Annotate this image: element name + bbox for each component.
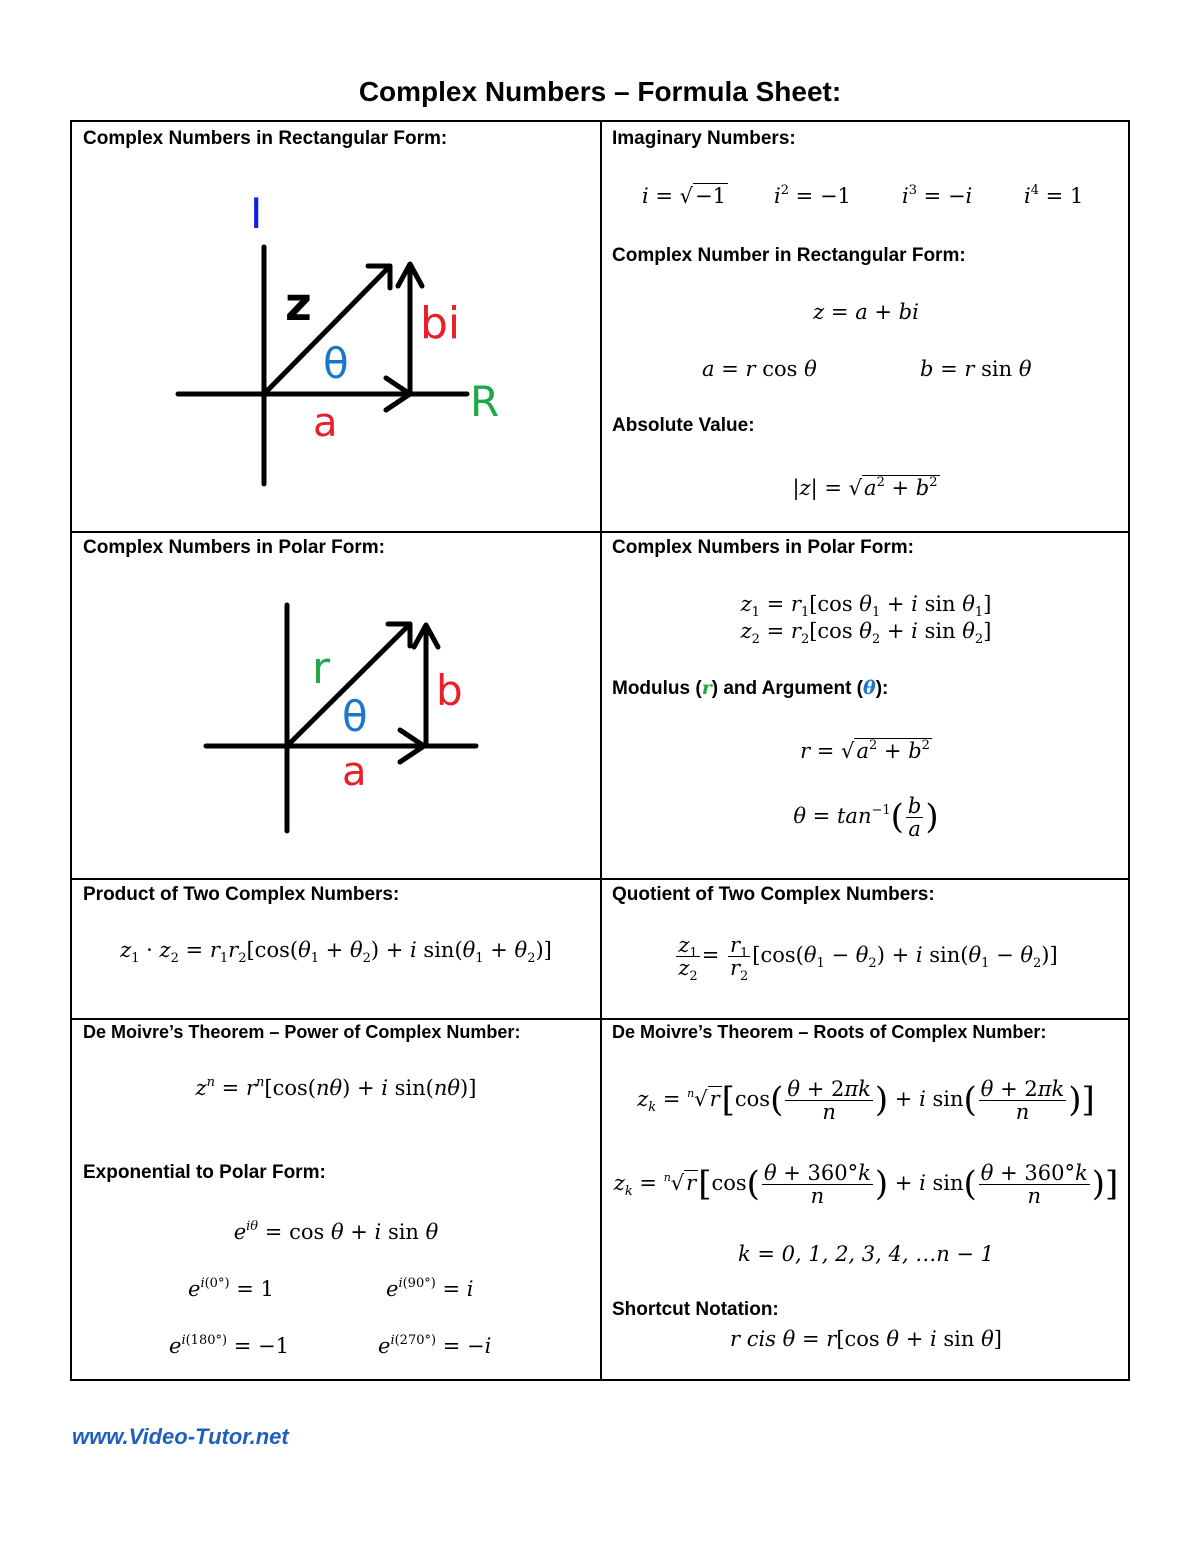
formula-a-rcos: a = r cos θ	[702, 357, 817, 381]
sub-heading: Exponential to Polar Form:	[83, 1162, 326, 1183]
formula-exp-90: $e^{i(90^\circ)} = i$	[386, 1276, 474, 1301]
formula-z1-polar: $z_1 = r_1[\cos$ $\theta_1 + i$ $\sin \theta_1$]	[740, 592, 992, 620]
formula-k-values: k = 0, 1, 2, 3, 4, …n − 1	[737, 1242, 995, 1266]
formula-power: $z^n = r^n[\cos(n\theta) + i$ sin(nθ)]	[195, 1075, 477, 1100]
formula-euler: $e^{i\theta} = \cos \theta + i$ sin θ	[233, 1219, 439, 1244]
formula-i-sqrt: i = √−1	[642, 184, 727, 208]
imag-axis-label: I	[250, 189, 263, 238]
formula-i-squared: $i^2 = -1$	[774, 183, 851, 208]
sub-heading: Complex Number in Rectangular Form:	[612, 245, 966, 266]
theta-label: θ	[342, 692, 368, 741]
sub-heading	[612, 677, 888, 700]
formula-absolute-value: $|z| = √a^2 + b^2$	[792, 475, 938, 500]
r-label: r	[312, 643, 331, 694]
sub-heading-part: Modulus (	[612, 678, 702, 699]
cell-rectangular-diagram	[72, 122, 600, 531]
formula-roots-degrees: $z_k = ^n√r[\cos$( $\frac{\theta + 360^\circ k}{n}$ ) + i sin( $\frac{\theta + 360^\circ k}{n}$ )]	[613, 1161, 1119, 1209]
formula-argument: $\theta = \tan^{-1}$( $\frac{b}{a}$ )	[793, 794, 939, 842]
cell-quotient	[602, 880, 1130, 1018]
theta-label: θ	[323, 339, 349, 388]
a-label: a	[313, 400, 338, 446]
b-label: b	[436, 666, 463, 715]
rectangular-diagram	[72, 122, 600, 531]
footer-link[interactable]: www.Video-Tutor.net	[72, 1424, 289, 1449]
modulus-symbol: r	[701, 677, 712, 699]
cell-heading: Complex Numbers in Polar Form:	[612, 537, 914, 558]
cell-heading: De Moivre’s Theorem – Roots of Complex Number:	[612, 1022, 1047, 1042]
cell-product	[72, 880, 600, 1018]
formula-grid	[70, 120, 1130, 1381]
formula-i-cubed: $i^3 = -i$	[902, 183, 973, 208]
a-label: a	[342, 749, 367, 795]
sub-heading-part: ):	[875, 678, 889, 699]
formula-modulus: $r = √a^2 + b^2$	[800, 738, 930, 763]
cell-polar-formulas	[602, 533, 1130, 878]
sub-heading: Shortcut Notation:	[612, 1299, 779, 1320]
formula-z2-polar: $z_2 = r_2[\cos$ $\theta_2 + i$ $\sin \theta_2$]	[740, 619, 992, 647]
bi-label: bi	[420, 298, 461, 349]
page-title: Complex Numbers – Formula Sheet:	[358, 76, 842, 107]
sub-heading-part: ) and Argument (	[711, 678, 864, 699]
formula-quotient: $\frac{z_1}{z_2}$ = $\frac{r_1}{r_2}$ [$\cos(\theta_1 - \theta_2) + i$ $\sin(\theta_1 - \theta_2)$]	[678, 933, 1058, 985]
formula-rectangular: z = a + bi	[813, 300, 919, 324]
real-axis-label: R	[470, 377, 500, 426]
cell-imaginary-numbers	[602, 122, 1130, 531]
formula-product: $z_1 \cdot z_2 = r_1r_2[\cos(\theta_1 + \theta_2) + i$ $\sin(\theta_1 + \theta_2)$]	[120, 938, 552, 966]
cell-heading: Product of Two Complex Numbers:	[83, 884, 400, 905]
cell-heading: De Moivre’s Theorem – Power of Complex Number:	[83, 1022, 521, 1042]
polar-diagram	[72, 533, 600, 878]
formula-exp-180: $e^{i(180^\circ)} = -1$	[169, 1333, 289, 1358]
formula-exp-0: $e^{i(0^\circ)} = 1$	[188, 1276, 274, 1301]
formula-roots-radians: $z_k = ^n√r[\cos$( $\frac{\theta + 2\pi k}{n}$ ) + i sin( $\frac{\theta + 2\pi k}{n}$ )]	[637, 1077, 1095, 1125]
cell-heading: Complex Numbers in Polar Form:	[83, 537, 385, 558]
formula-b-rsin: b = r sin θ	[920, 357, 1032, 381]
cell-demoivre-power	[72, 1020, 600, 1381]
argument-symbol: θ	[863, 677, 876, 699]
cell-heading: Quotient of Two Complex Numbers:	[612, 884, 935, 905]
cell-polar-diagram	[72, 533, 600, 878]
z-label: z	[285, 277, 312, 331]
formula-exp-270: $e^{i(270^\circ)} = -i$	[378, 1333, 492, 1358]
formula-i-fourth: $i^4 = 1$	[1024, 183, 1084, 208]
cell-heading: Complex Numbers in Rectangular Form:	[83, 128, 448, 149]
cell-heading: Imaginary Numbers:	[612, 128, 796, 149]
cell-demoivre-roots	[602, 1020, 1130, 1381]
sub-heading: Absolute Value:	[612, 415, 755, 436]
formula-cis: r cis θ = r[cos θ + i sin θ]	[730, 1327, 1002, 1351]
